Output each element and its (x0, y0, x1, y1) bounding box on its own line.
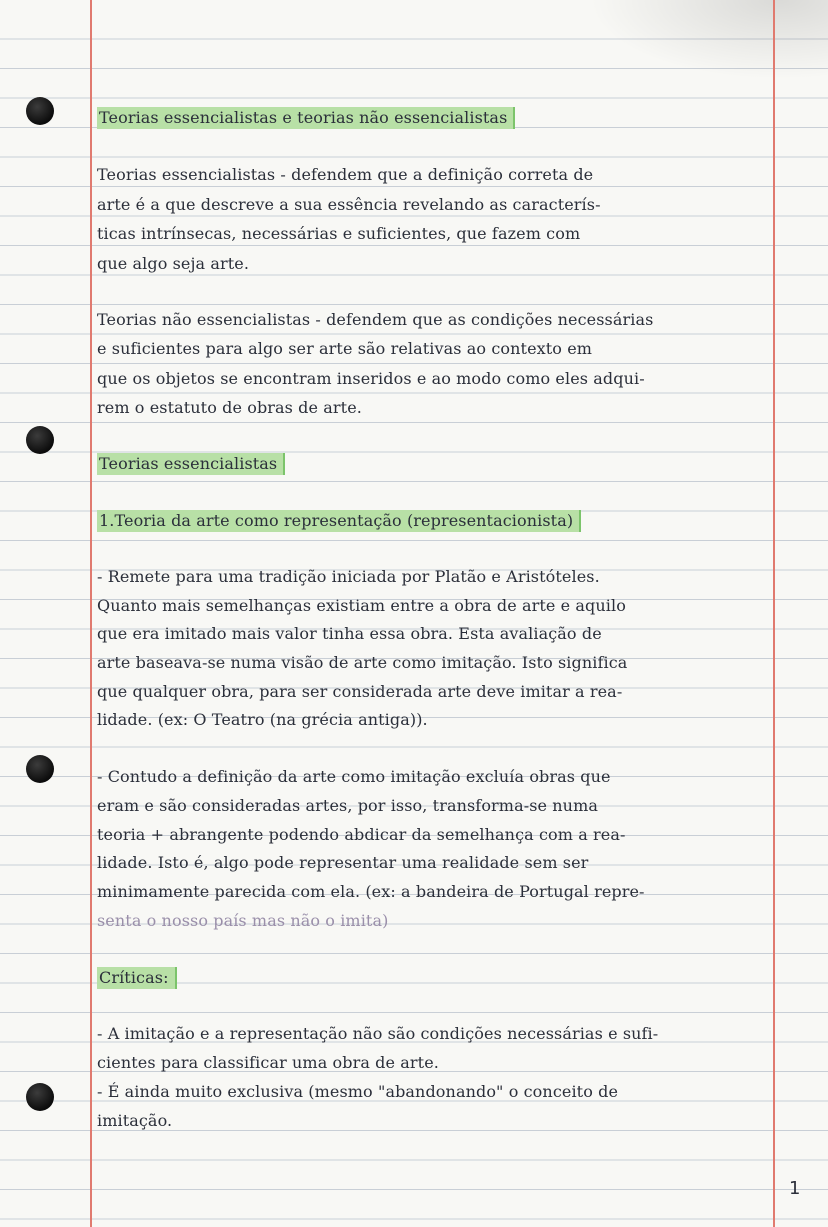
text-line: e suficientes para algo ser arte são relativas ao contexto em (97, 339, 593, 358)
text-line: lidade. (ex: O Teatro (na grécia antiga)). (97, 710, 428, 729)
text-line: cientes para classificar uma obra de arte. (97, 1053, 439, 1072)
text-line: Quanto mais semelhanças existiam entre a obra de arte e aquilo (97, 596, 626, 615)
text-line: senta o nosso país mas não o imita) (97, 911, 389, 930)
text-line: teoria + abrangente podendo abdicar da semelhança com a rea- (97, 825, 626, 844)
section-heading: Críticas: (97, 968, 177, 988)
text-line: arte é a que descreve a sua essência revelando as caracterís- (97, 195, 601, 214)
text-line: que era imitado mais valor tinha essa obra. Esta avaliação de (97, 624, 602, 643)
text-line: rem o estatuto de obras de arte. (97, 398, 362, 417)
left-margin-line (90, 0, 92, 1227)
binder-hole (26, 1083, 54, 1111)
text-line: ticas intrínsecas, necessárias e suficientes, que fazem com (97, 224, 581, 243)
text-line: que os objetos se encontram inseridos e ao modo como eles adqui- (97, 369, 645, 388)
text-line: Teorias essencialistas - defendem que a definição correta de (97, 165, 594, 184)
right-margin-line (773, 0, 775, 1227)
text-line: - A imitação e a representação não são condições necessárias e sufi- (97, 1024, 659, 1043)
binder-hole (26, 97, 54, 125)
page-number: 1 (789, 1178, 801, 1199)
text-line: imitação. (97, 1111, 173, 1130)
binder-hole (26, 426, 54, 454)
text-line: - Contudo a definição da arte como imitação excluía obras que (97, 767, 611, 786)
text-line: Teorias não essencialistas - defendem que as condições necessárias (97, 310, 654, 329)
text-line: - É ainda muito exclusiva (mesmo "abandonando" o conceito de (97, 1082, 619, 1101)
page-shadow (588, 0, 828, 80)
text-line: arte baseava-se numa visão de arte como imitação. Isto significa (97, 653, 628, 672)
text-line: que algo seja arte. (97, 254, 250, 273)
section-heading: Teorias essencialistas e teorias não essencialistas (97, 108, 515, 128)
section-heading: Teorias essencialistas (97, 454, 285, 474)
text-line: - Remete para uma tradição iniciada por Platão e Aristóteles. (97, 567, 600, 586)
binder-hole (26, 755, 54, 783)
text-line: eram e são consideradas artes, por isso, transforma-se numa (97, 796, 599, 815)
subsection-heading: 1.Teoria da arte como representação (representacionista) (97, 511, 581, 531)
text-line: minimamente parecida com ela. (ex: a bandeira de Portugal repre- (97, 882, 645, 901)
text-line: lidade. Isto é, algo pode representar uma realidade sem ser (97, 853, 589, 872)
text-line: que qualquer obra, para ser considerada arte deve imitar a rea- (97, 682, 623, 701)
